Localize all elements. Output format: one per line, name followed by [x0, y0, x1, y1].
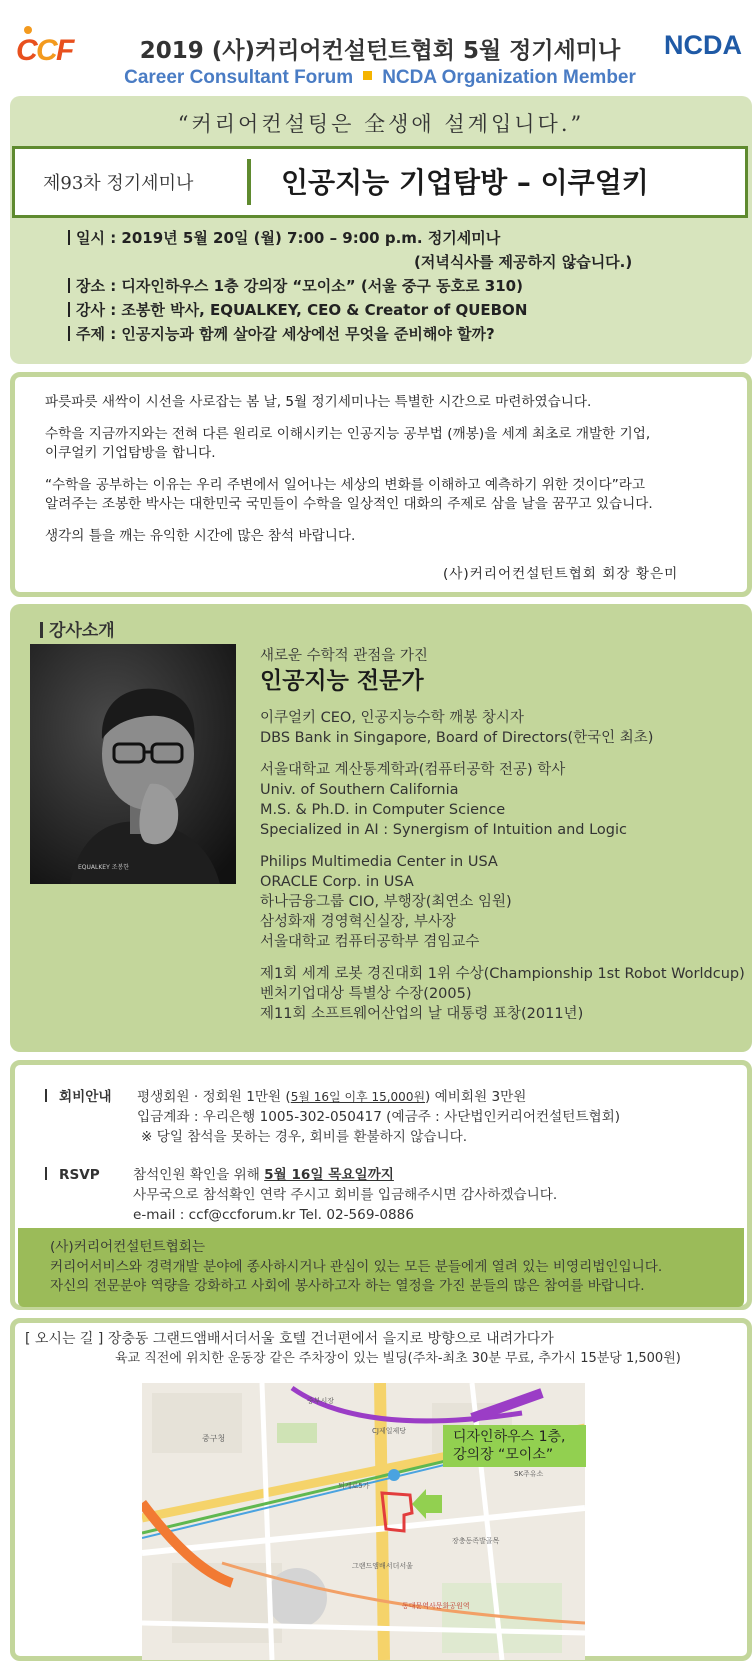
directions-line: 육교 직전에 위치한 운동장 같은 주차장이 있는 빌딩(주차-최초 30분 무료, 추가시 15분당 1,500원) [115, 1351, 681, 1366]
speaker-info [260, 646, 745, 1036]
speaker-headline: 인공지능 전문가 [260, 668, 424, 694]
seminar-title: 인공지능 기업탐방 – 이쿠얼키 [281, 166, 649, 199]
speaker-heading-text: 강사소개 [49, 621, 115, 641]
fee-label [45, 1087, 112, 1107]
square-bullet-icon [363, 71, 372, 80]
ccf-logo [14, 24, 84, 64]
ncda-logo: NCDA [664, 30, 742, 60]
rsvp-label-text: RSVP [59, 1167, 100, 1183]
rsvp-instructions: 사무국으로 참석확인 연락 주시고 회비를 입금해주시면 감사하겠습니다. [133, 1187, 558, 1203]
detail-date-note: (저녁식사를 제공하지 않습니다.) [414, 253, 633, 271]
seminar-edition: 제93차 정기세미나 [43, 173, 194, 194]
speaker-heading [40, 616, 115, 641]
bank-account-line: 입금계좌 : 우리은행 1005-302-050417 (예금주 : 사단법인커리어컨설턴트협회) [137, 1109, 621, 1125]
map-label: 퇴계로5가 [338, 1482, 370, 1490]
association-banner [18, 1228, 744, 1307]
bullet-bar-icon [68, 326, 70, 341]
career-line: 서울대학교 계산통계학과(컴퓨터공학 전공) 학사 [260, 762, 566, 778]
career-line: M.S. & Ph.D. in Computer Science [260, 802, 506, 818]
speaker-portrait-image [30, 644, 236, 884]
seminar-title-box [12, 146, 748, 218]
speaker-education-group [260, 760, 745, 840]
detail-date-text: 일시 : 2019년 5월 20일 (월) 7:00 – 9:00 p.m. 정기세미나 [76, 229, 501, 247]
callout-line: 디자인하우스 1층, [453, 1429, 566, 1445]
association-text [50, 1238, 662, 1297]
detail-speaker [68, 298, 632, 322]
intro-line: 수학을 지금까지와는 전혀 다른 원리로 이해시키는 인공지능 공부법 (깨봉)을 세계 최초로 개발한 기업, [45, 426, 651, 442]
page-subtitle [95, 67, 665, 89]
association-line: 커리어서비스와 경력개발 분야에 종사하시거나 관심이 있는 모든 분들에게 열려 있는 비영리법인입니다. [50, 1258, 663, 1275]
bullet-bar-icon [68, 278, 70, 293]
intro-line: 알려주는 조봉한 박사는 대한민국 국민들이 수학을 일상적인 대화의 주제로 삼을 날을 꿈꾸고 있습니다. [45, 496, 653, 512]
intro-signature: (사)커리어컨설턴트협회 회장 황은미 [443, 566, 679, 582]
detail-date [68, 226, 632, 250]
intro-line: “수학을 공부하는 이유는 우리 주변에서 일어나는 세상의 변화를 이해하고 예측하기 위한 것이다”라고 [45, 477, 646, 493]
rsvp-line [133, 1165, 394, 1185]
speaker-photo [30, 644, 236, 884]
bullet-bar-icon [68, 302, 70, 317]
map-label: 장충동족발골목 [452, 1537, 500, 1545]
title-divider [247, 159, 251, 205]
detail-place [68, 274, 632, 298]
callout-arrow-icon [412, 1489, 442, 1519]
detail-topic [68, 322, 632, 346]
intro-line: 이쿠얼키 기업탐방을 합니다. [45, 445, 216, 461]
subtitle-right: NCDA Organization Member [382, 67, 636, 88]
career-line: Philips Multimedia Center in USA [260, 854, 498, 870]
speaker-tagline: 새로운 수학적 관점을 가진 [260, 648, 428, 664]
speaker-experience-group [260, 852, 745, 952]
callout-text [453, 1428, 565, 1464]
bullet-bar-icon [68, 230, 70, 245]
header [0, 0, 756, 95]
intro-paragraph [45, 476, 735, 514]
map-label: 그랜드앰배서더서울 [352, 1562, 413, 1570]
seminar-panel [10, 96, 752, 364]
callout-line: 강의장 “모이소” [453, 1447, 554, 1463]
career-line: DBS Bank in Singapore, Board of Directors(한국인 최초) [260, 730, 654, 746]
directions-text [25, 1329, 681, 1369]
detail-speaker-text: 강사 : 조봉한 박사, EQUALKEY, CEO & Creator of QUEBON [76, 301, 528, 319]
career-line: 삼성화재 경영혁신실장, 부사장 [260, 914, 456, 930]
bullet-bar-icon [40, 622, 43, 638]
svg-text:F: F [56, 34, 75, 64]
career-line: ORACLE Corp. in USA [260, 874, 414, 890]
directions-line: [ 오시는 길 ] 장충동 그랜드앰배서더서울 호텔 건너편에서 을지로 방향으로 내려가다가 [25, 1331, 554, 1347]
subtitle-left: Career Consultant Forum [124, 67, 354, 88]
detail-place-text: 장소 : 디자인하우스 1층 강의장 “모이소” (서울 중구 동호로 310) [76, 277, 523, 295]
map-label: CJ제일제당 [372, 1427, 407, 1435]
bullet-bar-icon [45, 1089, 47, 1102]
location-callout [443, 1425, 586, 1467]
svg-text:C: C [16, 34, 38, 64]
rsvp-label [45, 1165, 100, 1185]
career-line: Univ. of Southern California [260, 782, 459, 798]
career-line: 이쿠얼키 CEO, 인공지능수학 깨봉 창시자 [260, 710, 524, 726]
association-line: 자신의 전문분야 역량을 강화하고 사회에 봉사하고자 하는 열정을 가진 분들의 많은 참여를 바랍니다. [50, 1278, 645, 1294]
intro-paragraph: 생각의 틀을 깨는 유익한 시간에 많은 참석 바랍니다. [45, 528, 356, 544]
fee-late-text: 5월 16일 이후 15,000원 [290, 1090, 426, 1104]
speaker-career-group [260, 708, 745, 748]
speaker-panel [10, 604, 752, 1052]
fee-text: 평생회원 · 정회원 1만원 ( [137, 1089, 291, 1105]
intro-text [45, 393, 735, 582]
rsvp-text: 참석인원 확인을 위해 [133, 1167, 265, 1183]
career-line: Specialized in AI : Synergism of Intuition and Logic [260, 822, 627, 838]
map-label: 중부시장 [307, 1397, 335, 1405]
bullet-bar-icon [45, 1167, 47, 1180]
rsvp-deadline: 5월 16일 목요일까지 [264, 1167, 394, 1183]
photo-caption: EQUALKEY 조봉한 [78, 864, 130, 871]
map-label: 동대문역사문화공원역 [402, 1602, 470, 1610]
fee-label-text: 회비안내 [59, 1089, 112, 1105]
map-label: 중구청 [202, 1434, 226, 1443]
intro-paragraph: 파릇파릇 새싹이 시선을 사로잡는 봄 날, 5월 정기세미나는 특별한 시간으로 마련하였습니다. [45, 394, 592, 410]
refund-note: ※ 당일 참석을 못하는 경우, 회비를 환불하지 않습니다. [141, 1129, 468, 1145]
fee-text: ) 예비회원 3만원 [425, 1089, 527, 1105]
association-line: (사)커리어컨설턴트협회는 [50, 1239, 206, 1255]
membership-panel [10, 1060, 752, 1310]
intro-paragraph [45, 425, 735, 463]
career-line: 서울대학교 컴퓨터공학부 겸임교수 [260, 934, 480, 950]
directions-panel [10, 1318, 752, 1661]
career-line: 하나금융그룹 CIO, 부행장(최연소 임원) [260, 894, 512, 910]
page-title: 2019 (사)커리어컨설턴트협회 5월 정기세미나 [139, 38, 621, 64]
detail-topic-text: 주제 : 인공지능과 함께 살아갈 세상에선 무엇을 준비해야 할까? [76, 325, 495, 343]
career-line: 제11회 소프트웨어산업의 날 대통령 표창(2011년) [260, 1006, 584, 1022]
career-line: 제1회 세계 로봇 경진대회 1위 수상(Championship 1st Robot Worldcup) [260, 966, 745, 982]
contact-line: e-mail : ccf@ccforum.kr Tel. 02-569-0886 [133, 1207, 414, 1223]
fee-line [137, 1087, 526, 1107]
intro-panel [10, 372, 752, 597]
map-label: SK주유소 [514, 1470, 544, 1478]
svg-text:C: C [36, 34, 58, 64]
career-line: 벤처기업대상 특별상 수장(2005) [260, 986, 472, 1002]
slogan-quote: “커리어컨설팅은 全생애 설계입니다.” [177, 112, 585, 136]
speaker-awards-group [260, 964, 745, 1024]
seminar-details [68, 226, 632, 346]
